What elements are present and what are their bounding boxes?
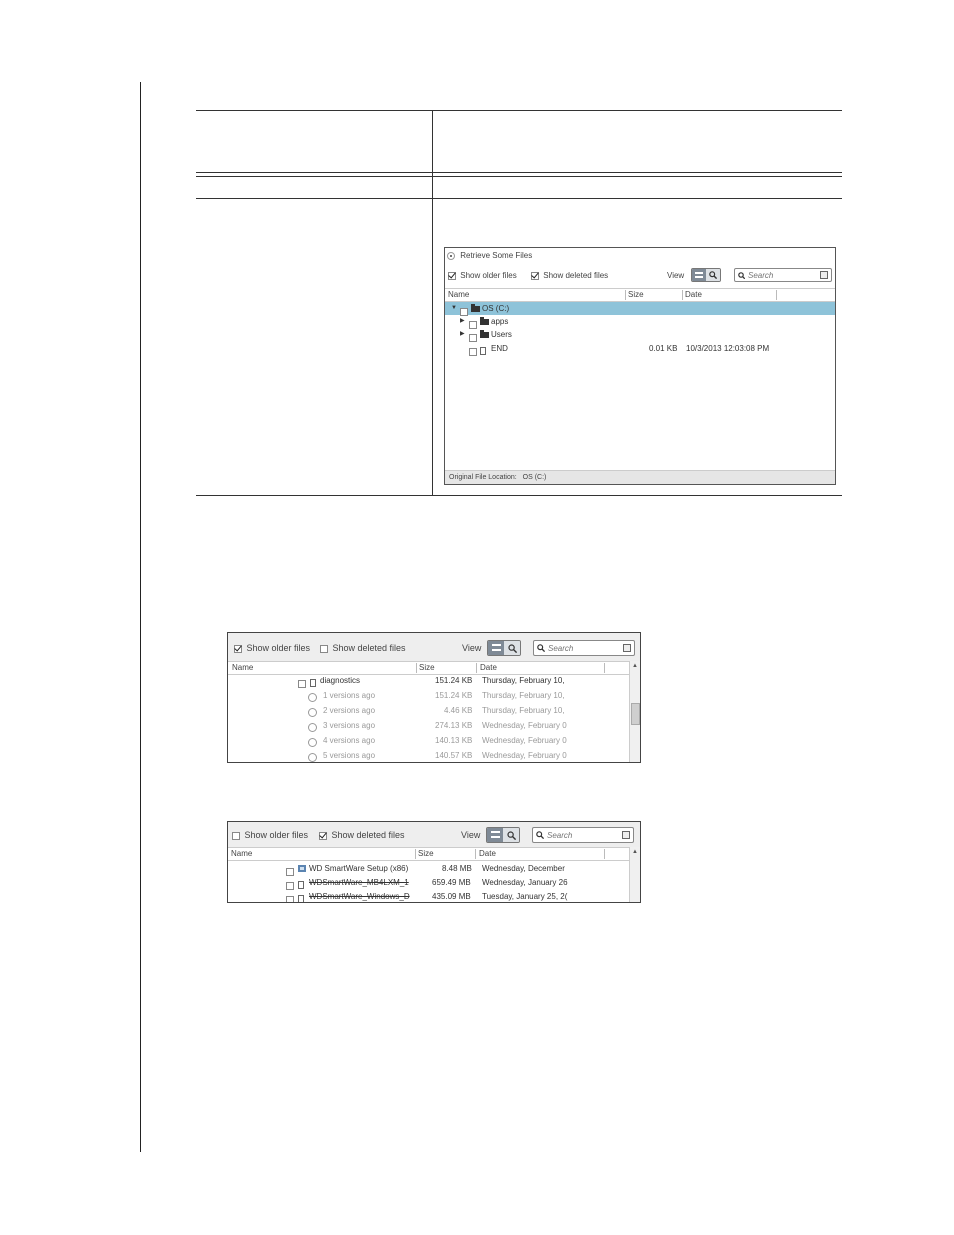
installer-icon [298,864,307,873]
version-row[interactable] [228,749,629,762]
column-header-date[interactable]: Date [480,663,497,672]
status-label: Original File Location: [449,474,517,481]
row-name: 3 versions ago [323,721,376,730]
list-view-button[interactable] [487,828,503,842]
table-rule [196,198,842,199]
checkbox-icon[interactable] [469,334,477,342]
list-view-icon [492,644,501,652]
deleted-files-panel [227,821,641,903]
row-size: 140.57 KB [435,751,473,760]
version-row[interactable] [228,719,629,732]
column-header-size[interactable]: Size [419,663,435,672]
search-icon [738,272,745,279]
version-row[interactable] [228,734,629,747]
list-view-icon [491,831,500,839]
search-field[interactable] [533,640,635,656]
column-header-row [228,661,640,675]
search-input[interactable] [544,831,607,840]
show-deleted-files-checkbox[interactable] [319,830,405,840]
list-view-icon [695,272,703,279]
list-view-button[interactable] [692,269,706,281]
row-name: 2 versions ago [323,706,376,715]
column-header-date[interactable]: Date [685,290,702,299]
magnifier-icon [508,644,517,653]
file-row[interactable] [228,890,629,903]
folder-icon [471,306,480,312]
row-size: 151.24 KB [435,691,473,700]
row-size: 0.01 KB [649,344,678,353]
file-icon [298,895,304,903]
show-deleted-files-label: Show deleted files [331,830,405,840]
row-date: Thursday, February 10, [482,676,565,685]
show-older-files-checkbox[interactable] [232,830,308,840]
column-separator [475,849,476,859]
row-name: 5 versions ago [323,751,376,760]
radio-icon[interactable] [308,753,317,762]
search-view-button[interactable] [504,641,520,655]
row-date: Tuesday, January 25, 2( [482,892,568,901]
tree-row-file[interactable] [445,342,835,355]
folder-icon [480,319,489,325]
row-size: 659.49 MB [432,878,471,887]
view-toggle[interactable] [691,268,721,282]
file-icon [310,679,316,687]
column-header-size[interactable]: Size [418,849,434,858]
radio-icon[interactable] [308,723,317,732]
search-field[interactable] [532,827,634,843]
checkbox-icon [232,832,240,840]
row-date: Wednesday, February 0 [482,736,567,745]
row-name: OS (C:) [482,304,510,313]
table-rule [196,110,842,111]
column-separator [776,290,777,300]
status-value: OS (C:) [522,474,547,481]
show-older-files-label: Show older files [460,271,517,280]
checkbox-checked-icon [319,832,327,840]
show-older-files-checkbox[interactable] [234,643,310,653]
row-date: 10/3/2013 12:03:08 PM [686,344,770,353]
table-column-rule [432,110,433,496]
view-label: View [667,271,685,280]
row-date: Wednesday, January 26 [482,878,568,887]
row-name: 1 versions ago [323,691,376,700]
row-size: 435.09 MB [432,892,471,901]
search-icon [536,831,544,839]
checkbox-icon[interactable] [286,868,294,876]
radio-selected-icon [447,252,455,260]
magnifier-icon [507,831,516,840]
row-size: 140.13 KB [435,736,473,745]
radio-icon[interactable] [308,708,317,717]
show-deleted-files-label: Show deleted files [332,643,406,653]
file-row[interactable] [228,862,629,875]
expand-arrow-icon[interactable]: ▶ [460,318,465,324]
scroll-up-arrow-icon[interactable]: ▲ [632,663,638,669]
version-row[interactable] [228,704,629,717]
file-icon [298,881,304,889]
column-header-size[interactable]: Size [628,290,644,299]
list-view-button[interactable] [488,641,504,655]
expand-chevron-icon[interactable]: ▼ [451,305,457,311]
column-header-row [228,847,640,861]
checkbox-icon [320,645,328,653]
row-name-deleted: WDSmartWare_Windows_D [309,892,410,901]
older-files-panel [227,632,641,763]
column-header-row [445,288,835,302]
search-field[interactable] [734,268,832,282]
column-separator [604,849,605,859]
row-date: Thursday, February 10, [482,691,565,700]
checkbox-icon[interactable] [298,680,306,688]
table-rule [196,176,842,177]
file-icon [480,347,486,355]
column-separator [415,849,416,859]
row-date: Wednesday, December [482,864,565,873]
column-separator [682,290,683,300]
search-input[interactable] [745,271,808,280]
checkbox-icon[interactable] [469,348,477,356]
show-deleted-files-checkbox[interactable] [531,271,608,281]
column-separator [476,663,477,673]
search-view-button[interactable] [503,828,519,842]
show-older-files-checkbox[interactable] [448,271,517,281]
checkbox-checked-icon [234,645,242,653]
column-header-name[interactable]: Name [232,663,254,672]
page-margin-rule [140,82,141,1152]
folder-icon [480,332,489,338]
row-date: Wednesday, February 0 [482,751,567,760]
search-view-button[interactable] [706,269,720,281]
search-clear-button[interactable] [622,831,630,839]
row-name: 4 versions ago [323,736,376,745]
row-name: END [491,344,508,353]
retrieve-files-panel [444,247,836,485]
view-toggle[interactable] [487,640,521,656]
retrieve-some-files-label: Retrieve Some Files [460,251,533,260]
search-input[interactable] [545,644,608,653]
row-size: 151.24 KB [435,676,473,685]
checkbox-icon[interactable] [286,896,294,903]
status-bar [445,470,835,484]
radio-icon[interactable] [308,693,317,702]
column-header-date[interactable]: Date [479,849,496,858]
file-row[interactable] [228,876,629,889]
table-rule [196,172,842,173]
scrollbar-thumb[interactable] [631,703,640,725]
row-size: 8.48 MB [442,864,472,873]
tree-row-folder[interactable] [445,315,835,328]
show-deleted-files-checkbox[interactable] [320,643,406,653]
row-date: Wednesday, February 0 [482,721,567,730]
file-row[interactable] [228,674,629,687]
show-deleted-files-label: Show deleted files [543,271,609,280]
view-label: View [461,830,481,840]
table-rule [196,495,842,496]
row-size: 4.46 KB [444,706,473,715]
row-name: WD SmartWare Setup (x86) [309,864,409,873]
radio-icon[interactable] [308,738,317,747]
checkbox-checked-icon [448,272,456,280]
row-name: apps [491,317,509,326]
tree-row-folder[interactable] [445,328,835,341]
row-size: 274.13 KB [435,721,473,730]
search-clear-button[interactable] [820,271,828,279]
magnifier-icon [709,271,717,279]
tree-row-drive[interactable] [445,302,835,315]
search-clear-button[interactable] [623,644,631,652]
show-older-files-label: Show older files [244,830,309,840]
row-name: Users [491,330,512,339]
checkbox-icon[interactable] [286,882,294,890]
show-older-files-label: Show older files [246,643,311,653]
row-name-deleted: WDSmartWare_MB4LXM_1 [309,878,409,887]
column-separator [625,290,626,300]
view-label: View [462,643,482,653]
column-header-name[interactable]: Name [448,290,470,299]
search-icon [537,644,545,652]
column-header-name[interactable]: Name [231,849,253,858]
column-separator [416,663,417,673]
retrieve-some-files-option[interactable] [447,250,532,261]
expand-arrow-icon[interactable]: ▶ [460,331,465,337]
scroll-up-arrow-icon[interactable]: ▲ [632,849,638,855]
view-toggle[interactable] [486,827,520,843]
version-row[interactable] [228,689,629,702]
row-date: Thursday, February 10, [482,706,565,715]
vertical-scrollbar[interactable] [629,847,640,902]
checkbox-checked-icon [531,272,539,280]
vertical-scrollbar[interactable] [629,661,640,762]
row-name: diagnostics [320,676,361,685]
column-separator [604,663,605,673]
